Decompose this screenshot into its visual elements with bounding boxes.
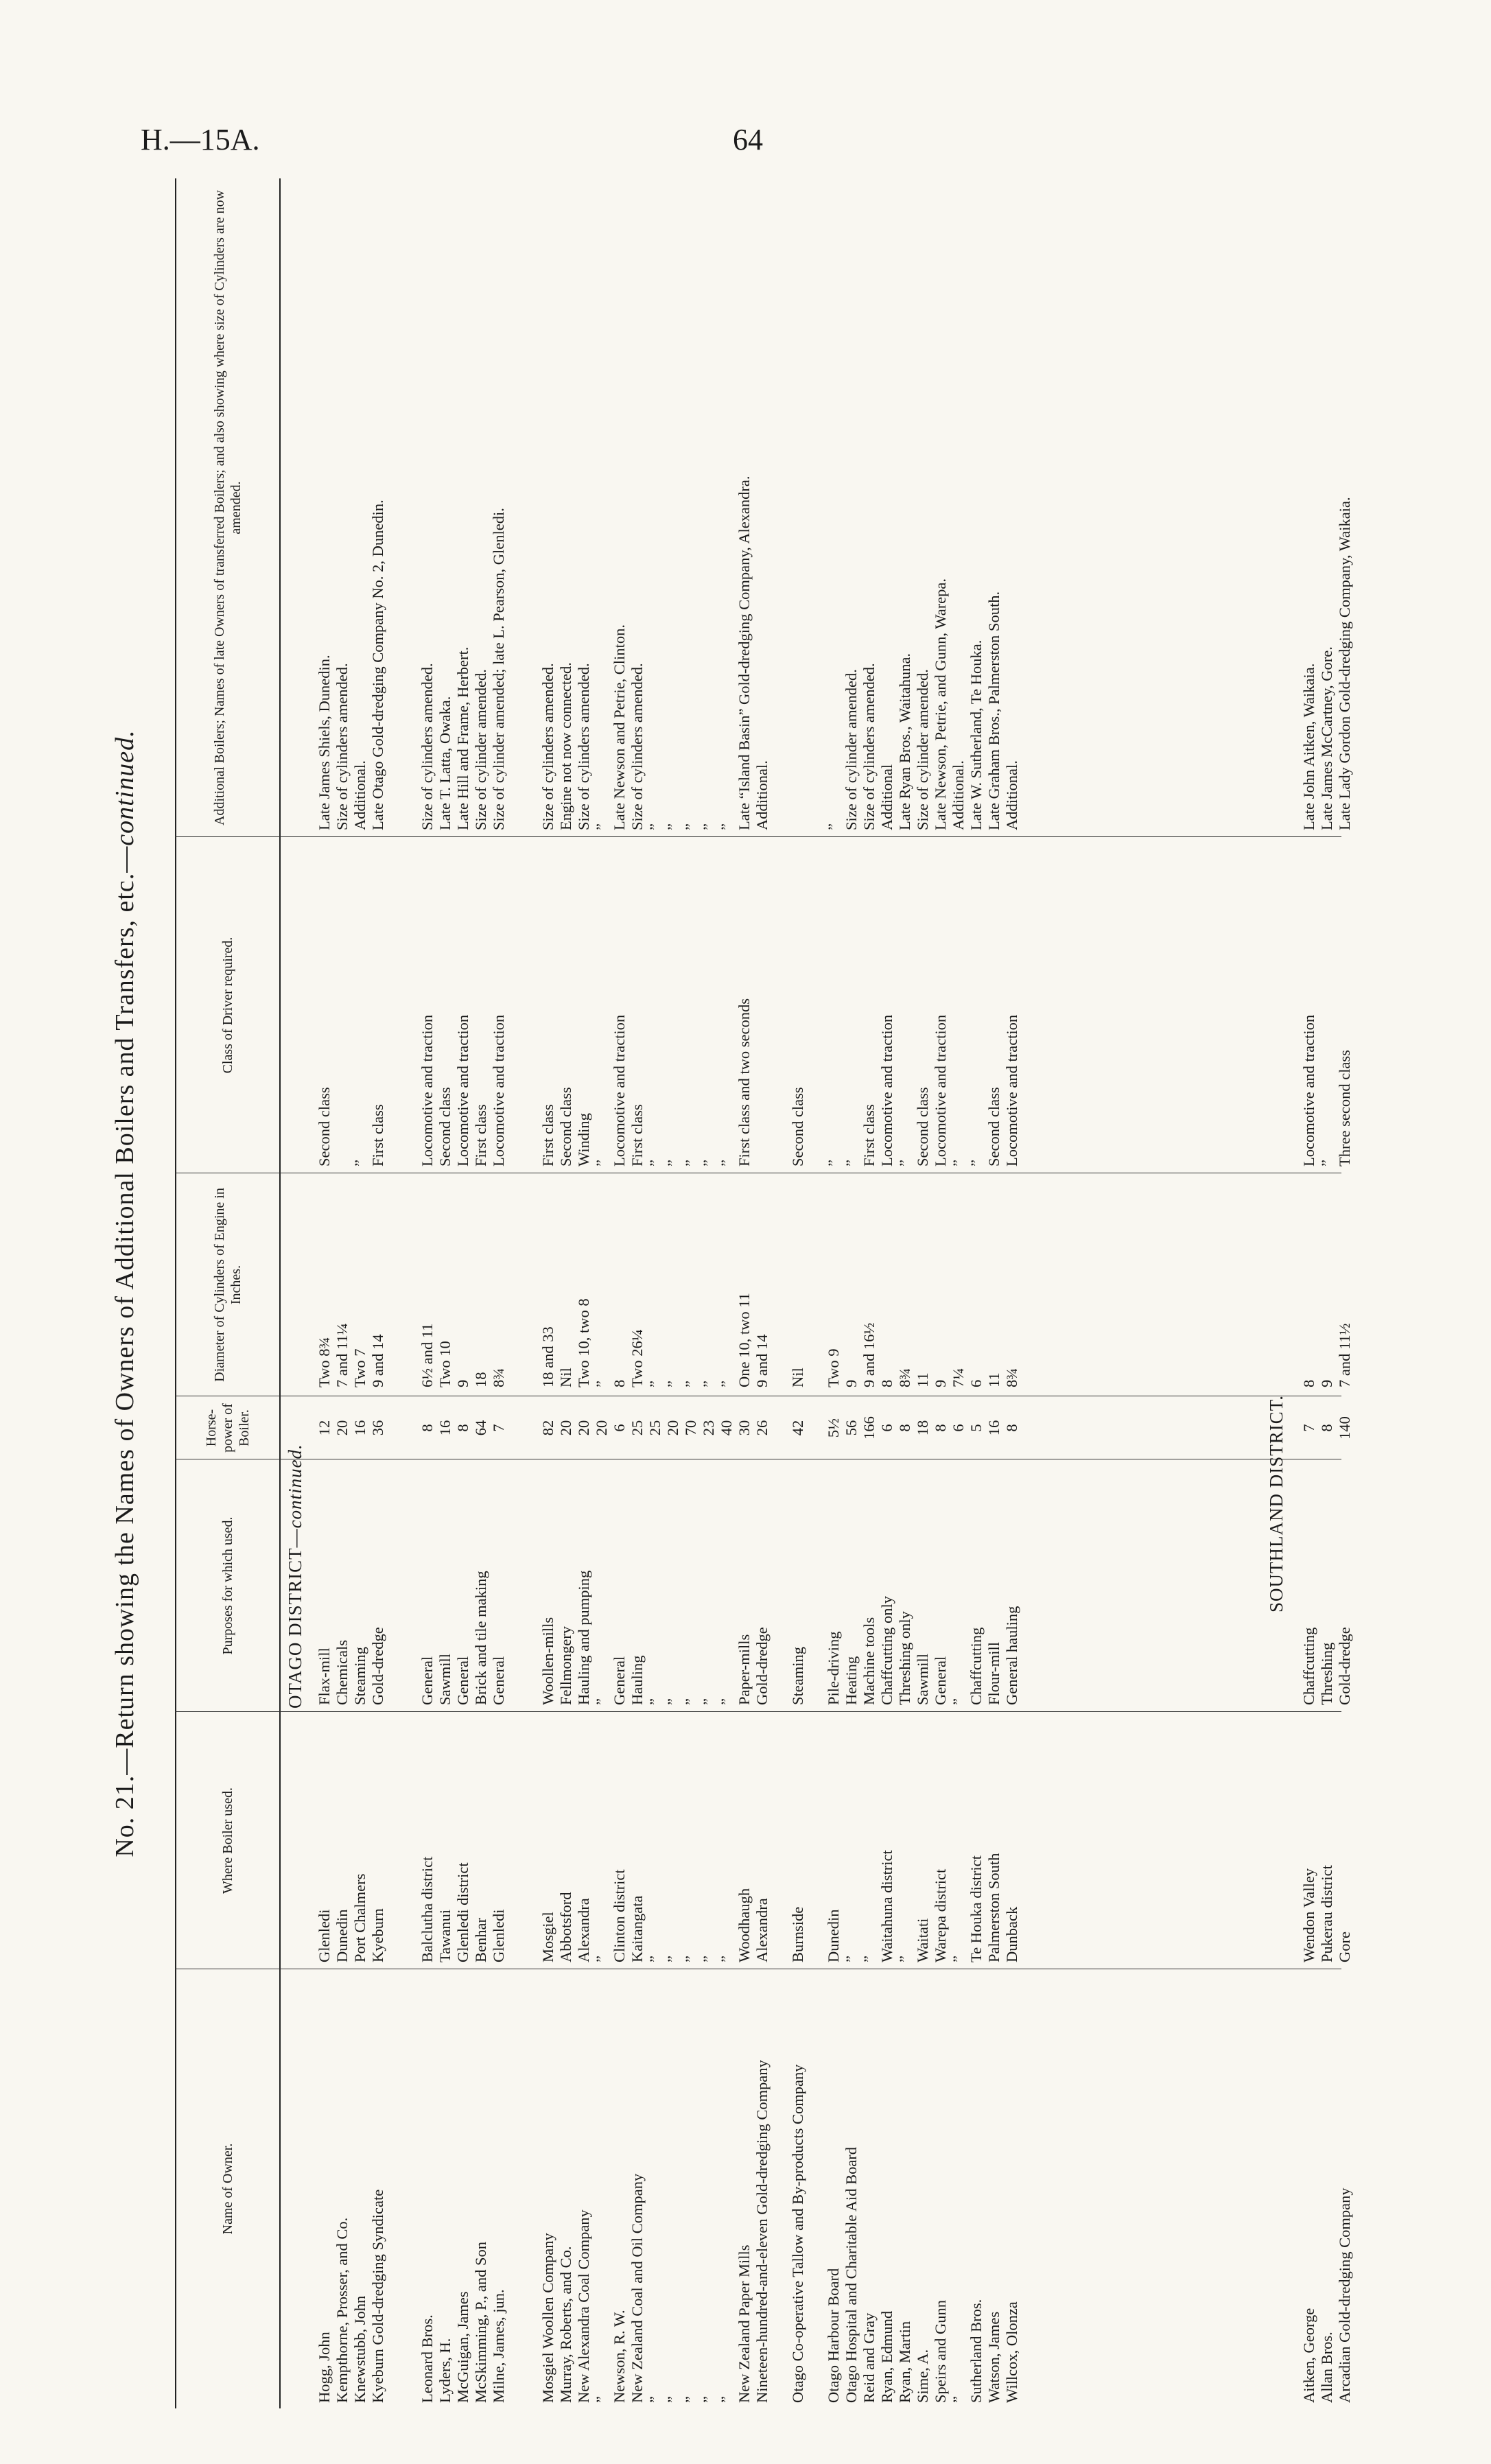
cell-purpose: General	[454, 1656, 471, 1705]
cell-where: Glenledi district	[454, 1862, 471, 1962]
cell-purpose: Woollen-mills	[539, 1617, 556, 1705]
cell-remarks: Late Newson and Petrie, Clinton.	[611, 624, 628, 830]
cell-dia: 8¾	[1003, 1368, 1020, 1387]
cell-driver: Locomotive and traction	[490, 1014, 507, 1166]
cell-hp: 7	[1300, 1424, 1317, 1432]
cell-hp: 12	[316, 1420, 333, 1436]
cell-hp: 6	[611, 1424, 628, 1432]
cell-dia: Two 7	[351, 1348, 368, 1387]
cell-purpose: General	[419, 1656, 436, 1705]
cell-dia: Two 10, two 8	[575, 1298, 592, 1387]
cell-owner: Mosgiel Woollen Company	[539, 2233, 556, 2403]
cell-where: ”	[593, 1956, 610, 1962]
cell-hp: 70	[682, 1420, 699, 1436]
cell-purpose: Steaming	[351, 1647, 368, 1705]
cell-where: ”	[843, 1956, 860, 1962]
cell-where: Port Chalmers	[351, 1873, 368, 1962]
caption-continued: continued.	[110, 729, 139, 846]
cell-dia: 11	[914, 1372, 931, 1387]
cell-driver: Locomotive and traction	[454, 1014, 471, 1166]
cell-owner: ”	[682, 2396, 699, 2403]
cell-where: Kyeburn	[369, 1908, 386, 1962]
cell-hp: 8	[454, 1424, 471, 1432]
cell-purpose: Gold-dredge	[369, 1627, 386, 1705]
cell-where: Kaitangata	[629, 1895, 646, 1962]
cell-hp: 140	[1336, 1416, 1353, 1440]
cell-hp: 20	[593, 1420, 610, 1436]
cell-remarks: Late T. Latta, Owaka.	[436, 696, 454, 830]
cell-hp: 40	[718, 1420, 735, 1436]
cell-remarks: Late Hill and Frame, Herbert.	[454, 646, 471, 830]
cell-owner: ”	[718, 2396, 735, 2403]
header-diameter: Diameter of Cylinders of Engine in Inches.	[212, 1188, 244, 1382]
cell-owner: Knewstubb, John	[351, 2295, 368, 2403]
cell-owner: Ryan, Martin	[896, 2321, 913, 2403]
cell-driver: First class	[629, 1104, 646, 1166]
cell-owner: New Zealand Coal and Oil Company	[629, 2173, 646, 2403]
cell-dia: 9 and 16½	[860, 1322, 878, 1387]
cell-remarks: Size of cylinders amended.	[575, 663, 592, 830]
cell-owner: Lyders, H.	[436, 2338, 454, 2403]
cell-hp: 30	[736, 1420, 753, 1436]
cell-driver: ”	[950, 1160, 967, 1166]
cell-owner: ”	[700, 2396, 717, 2403]
cell-purpose: Fellmongery	[557, 1626, 574, 1705]
cell-where: Burnside	[789, 1906, 806, 1962]
cell-purpose: Threshing	[1318, 1642, 1335, 1705]
cell-where: Dunedin	[825, 1909, 842, 1962]
cell-driver: Locomotive and traction	[1300, 1014, 1317, 1166]
column-header-row	[175, 178, 281, 2408]
cell-owner: Speirs and Gunn	[932, 2300, 949, 2403]
cell-hp: 8	[896, 1424, 913, 1432]
cell-dia: 11	[985, 1372, 1002, 1387]
cell-dia: ”	[682, 1381, 699, 1387]
cell-where: Warepa district	[932, 1868, 949, 1962]
cell-remarks: ”	[700, 823, 717, 830]
cell-remarks: ”	[646, 823, 664, 830]
cell-purpose: General	[932, 1656, 949, 1705]
cell-hp: 16	[985, 1420, 1002, 1436]
cell-where: Tawanui	[436, 1909, 454, 1962]
cell-where: Balclutha district	[419, 1856, 436, 1962]
cell-owner: ”	[646, 2396, 664, 2403]
cell-driver: Second class	[557, 1087, 574, 1166]
header-remarks: Additional Boilers; Names of late Owners of transferred Boilers; and also showing where size of Cylinders are now amended.	[212, 190, 244, 825]
cell-hp: 8	[932, 1424, 949, 1432]
cell-owner: Otago Hospital and Charitable Aid Board	[843, 2146, 860, 2403]
cell-driver: First class	[472, 1104, 489, 1166]
cell-dia: Two 9	[825, 1348, 842, 1387]
cell-owner: Allan Bros.	[1318, 2332, 1335, 2403]
cell-driver: ”	[843, 1160, 860, 1166]
cell-owner: Sime, A.	[914, 2349, 931, 2403]
cell-hp: 20	[575, 1420, 592, 1436]
cell-dia: 9	[454, 1379, 471, 1387]
column-divider	[175, 1711, 1341, 1712]
cell-where: Dunback	[1003, 1906, 1020, 1962]
cell-dia: ”	[646, 1381, 664, 1387]
cell-remarks: Additional	[878, 764, 895, 830]
cell-hp: 64	[472, 1420, 489, 1436]
cell-remarks: Late John Aitken, Waikaia.	[1300, 663, 1317, 830]
cell-remarks: Late W. Sutherland, Te Houka.	[967, 640, 985, 830]
cell-where: ”	[664, 1956, 681, 1962]
document-reference: H.—15A.	[141, 123, 260, 156]
cell-owner: Willcox, Olonza	[1003, 2301, 1020, 2403]
cell-where: Waitati	[914, 1918, 931, 1962]
cell-dia: Nil	[557, 1368, 574, 1387]
cell-where: Woodhaugh	[736, 1888, 753, 1962]
cell-driver: Locomotive and traction	[611, 1014, 628, 1166]
section-heading-southland: SOUTHLAND DISTRICT.	[1266, 1395, 1287, 1612]
cell-owner: Milne, James, jun.	[490, 2289, 507, 2403]
cell-dia: 7 and 11½	[1336, 1323, 1353, 1387]
cell-driver: Locomotive and traction	[419, 1014, 436, 1166]
cell-owner: Watson, James	[985, 2311, 1002, 2403]
cell-remarks: Late James McCartney, Gore.	[1318, 646, 1335, 830]
cell-driver: Locomotive and traction	[932, 1014, 949, 1166]
cell-remarks: Additional.	[1003, 760, 1020, 830]
cell-remarks: Late Graham Bros., Palmerston South.	[985, 591, 1002, 830]
cell-owner: Murray, Roberts, and Co.	[557, 2246, 574, 2403]
cell-owner: New Zealand Paper Mills	[736, 2244, 753, 2403]
cell-dia: 9	[843, 1379, 860, 1387]
cell-owner: Ryan, Edmund	[878, 2310, 895, 2403]
cell-dia: ”	[593, 1381, 610, 1387]
cell-where: ”	[646, 1956, 664, 1962]
cell-hp: 20	[557, 1420, 574, 1436]
cell-where: Benhar	[472, 1918, 489, 1962]
cell-dia: ”	[700, 1381, 717, 1387]
cell-owner: Otago Harbour Board	[825, 2268, 842, 2403]
cell-purpose: General	[611, 1656, 628, 1705]
cell-hp: 8	[419, 1424, 436, 1432]
cell-dia: 6½ and 11	[419, 1323, 436, 1387]
cell-owner: Nineteen-hundred-and-eleven Gold-dredging Company	[753, 2060, 771, 2403]
cell-dia: Two 26¼	[629, 1329, 646, 1387]
cell-purpose: Flour-mill	[985, 1641, 1002, 1705]
cell-where: ”	[950, 1956, 967, 1962]
cell-driver: Locomotive and traction	[878, 1014, 895, 1166]
cell-purpose: Steaming	[789, 1647, 806, 1705]
cell-owner: Leonard Bros.	[419, 2314, 436, 2403]
rotated-table	[110, 178, 1365, 2408]
cell-dia: 8¾	[490, 1368, 507, 1387]
cell-where: Mosgiel	[539, 1912, 556, 1962]
cell-where: ”	[896, 1956, 913, 1962]
cell-remarks: ”	[718, 823, 735, 830]
cell-dia: ”	[664, 1381, 681, 1387]
cell-dia: 9 and 14	[753, 1334, 771, 1387]
cell-purpose: General	[490, 1656, 507, 1705]
cell-hp: 6	[878, 1424, 895, 1432]
cell-hp: 7	[490, 1424, 507, 1432]
cell-purpose: Flax-mill	[316, 1647, 333, 1705]
cell-hp: 25	[646, 1420, 664, 1436]
cell-where: Wendon Valley	[1300, 1868, 1317, 1962]
cell-owner: McGuigan, James	[454, 2291, 471, 2403]
cell-hp: 36	[369, 1420, 386, 1436]
cell-owner: Reid and Gray	[860, 2312, 878, 2403]
cell-hp: 82	[539, 1420, 556, 1436]
cell-dia: Nil	[789, 1368, 806, 1387]
cell-purpose: ”	[646, 1698, 664, 1705]
cell-driver: ”	[351, 1160, 368, 1166]
cell-hp: 5½	[825, 1418, 842, 1438]
cell-hp: 16	[351, 1420, 368, 1436]
cell-owner: McSkimming, P., and Son	[472, 2241, 489, 2403]
cell-remarks: Additional.	[351, 760, 368, 830]
cell-purpose: Pile-driving	[825, 1631, 842, 1705]
cell-hp: 16	[436, 1420, 454, 1436]
cell-driver: ”	[700, 1160, 717, 1166]
cell-purpose: Sawmill	[914, 1653, 931, 1705]
cell-remarks: ”	[825, 823, 842, 830]
cell-dia: 9	[1318, 1379, 1335, 1387]
section-heading-otago	[285, 1444, 306, 1709]
cell-remarks: Size of cylinder amended.	[914, 669, 931, 830]
cell-driver: First class	[369, 1104, 386, 1166]
cell-remarks: ”	[593, 823, 610, 830]
cell-owner: Kempthorne, Prosser, and Co.	[333, 2217, 351, 2403]
cell-where: Dunedin	[333, 1909, 351, 1962]
cell-dia: ”	[718, 1381, 735, 1387]
cell-hp: 8	[1318, 1424, 1335, 1432]
cell-remarks: Size of cylinder amended.	[843, 669, 860, 830]
cell-dia: 8	[1300, 1379, 1317, 1387]
cell-driver: First class	[860, 1104, 878, 1166]
cell-driver: ”	[593, 1160, 610, 1166]
section-otago-suffix: continued.	[285, 1444, 305, 1529]
cell-purpose: Brick and tile making	[472, 1571, 489, 1705]
cell-dia: 8	[878, 1379, 895, 1387]
cell-purpose: ”	[950, 1698, 967, 1705]
cell-remarks: Late Lady Gordon Gold-dredging Company, Waikaia.	[1336, 497, 1353, 830]
cell-purpose: Chaffcutting	[1300, 1627, 1317, 1705]
cell-remarks: Late Newson, Petrie, and Gunn, Warepa.	[932, 578, 949, 830]
cell-dia: One 10, two 11	[736, 1293, 753, 1387]
cell-owner: ”	[950, 2396, 967, 2403]
cell-where: Palmerston South	[985, 1853, 1002, 1962]
cell-driver: ”	[718, 1160, 735, 1166]
cell-where: Waitahuna district	[878, 1850, 895, 1962]
cell-purpose: ”	[682, 1698, 699, 1705]
cell-remarks: ”	[664, 823, 681, 830]
cell-dia: 7¼	[950, 1368, 967, 1387]
cell-remarks: Size of cylinders amended.	[539, 663, 556, 830]
cell-driver: ”	[682, 1160, 699, 1166]
cell-driver: ”	[664, 1160, 681, 1166]
header-driver: Class of Driver required.	[220, 937, 235, 1074]
cell-remarks: Late Ryan Bros., Waitahuna.	[896, 653, 913, 830]
page-number: 64	[733, 123, 763, 156]
header-purpose: Purposes for which used.	[220, 1516, 235, 1655]
cell-hp: 8	[1003, 1424, 1020, 1432]
cell-purpose: Hauling and pumping	[575, 1570, 592, 1705]
cell-where: Pukerau district	[1318, 1865, 1335, 1962]
cell-owner: Sutherland Bros.	[967, 2299, 985, 2403]
cell-purpose: Chaffcutting only	[878, 1596, 895, 1705]
cell-hp: 25	[629, 1420, 646, 1436]
cell-dia: 8	[611, 1379, 628, 1387]
cell-where: ”	[718, 1956, 735, 1962]
cell-hp: 23	[700, 1420, 717, 1436]
cell-owner: New Alexandra Coal Company	[575, 2209, 592, 2403]
cell-driver: ”	[896, 1160, 913, 1166]
cell-where: Gore	[1336, 1932, 1353, 1962]
table-caption	[110, 178, 151, 2408]
cell-owner: Hogg, John	[316, 2332, 333, 2403]
cell-purpose: Machine tools	[860, 1617, 878, 1705]
cell-remarks: Size of cylinders amended.	[629, 663, 646, 830]
cell-purpose: ”	[718, 1698, 735, 1705]
cell-where: ”	[682, 1956, 699, 1962]
cell-remarks: Size of cylinders amended.	[419, 663, 436, 830]
cell-dia: 18	[472, 1372, 489, 1387]
cell-owner: Kyeburn Gold-dredging Syndicate	[369, 2189, 386, 2403]
cell-hp: 42	[789, 1420, 806, 1436]
cell-purpose: Gold-dredge	[753, 1627, 771, 1705]
cell-purpose: ”	[593, 1698, 610, 1705]
cell-purpose: Hauling	[629, 1655, 646, 1705]
cell-hp: 56	[843, 1420, 860, 1436]
cell-remarks: Size of cylinder amended; late L. Pearson, Glenledi.	[490, 508, 507, 830]
cell-dia: 18 and 33	[539, 1326, 556, 1387]
cell-where: Glenledi	[316, 1909, 333, 1962]
cell-remarks: Late Otago Gold-dredging Company No. 2, Dunedin.	[369, 500, 386, 830]
cell-purpose: Gold-dredge	[1336, 1627, 1353, 1705]
cell-hp: 20	[333, 1420, 351, 1436]
cell-dia: 9	[932, 1379, 949, 1387]
cell-remarks: Size of cylinder amended.	[472, 669, 489, 830]
cell-driver: ”	[646, 1160, 664, 1166]
cell-purpose: ”	[664, 1698, 681, 1705]
cell-remarks: Additional.	[753, 760, 771, 830]
cell-driver: Second class	[914, 1087, 931, 1166]
cell-purpose: Threshing only	[896, 1611, 913, 1705]
cell-dia: 9 and 14	[369, 1334, 386, 1387]
cell-hp: 20	[664, 1420, 681, 1436]
cell-driver: First class	[539, 1104, 556, 1166]
cell-hp: 6	[950, 1424, 967, 1432]
cell-purpose: Heating	[843, 1656, 860, 1705]
cell-owner: ”	[593, 2396, 610, 2403]
cell-hp: 18	[914, 1420, 931, 1436]
cell-driver: First class and two seconds	[736, 998, 753, 1166]
cell-remarks: Late James Shiels, Dunedin.	[316, 655, 333, 830]
caption-main: No. 21.—Return showing the Names of Owners of Additional Boilers and Transfers, etc.—	[110, 845, 139, 1857]
cell-driver: Second class	[789, 1087, 806, 1166]
cell-purpose: Paper-mills	[736, 1634, 753, 1705]
cell-driver: ”	[1318, 1160, 1335, 1166]
cell-remarks: Size of cylinders amended.	[333, 663, 351, 830]
cell-purpose: ”	[700, 1698, 717, 1705]
header-where: Where Boiler used.	[220, 1787, 235, 1894]
cell-purpose: General hauling	[1003, 1606, 1020, 1705]
cell-where: ”	[700, 1956, 717, 1962]
cell-dia: 6	[967, 1379, 985, 1387]
cell-where: Glenledi	[490, 1909, 507, 1962]
cell-driver: Winding	[575, 1113, 592, 1166]
cell-driver: Second class	[985, 1087, 1002, 1166]
cell-dia: Two 8¾	[316, 1337, 333, 1387]
cell-remarks: Late “Island Basin” Gold-dredging Company, Alexandra.	[736, 476, 753, 830]
cell-driver: Three second class	[1336, 1050, 1353, 1166]
cell-hp: 5	[967, 1424, 985, 1432]
cell-remarks: Size of cylinders amended.	[860, 663, 878, 830]
cell-where: Clinton district	[611, 1869, 628, 1962]
cell-driver: Second class	[316, 1087, 333, 1166]
cell-dia: 7 and 11¼	[333, 1323, 351, 1387]
cell-driver: Locomotive and traction	[1003, 1014, 1020, 1166]
cell-hp: 166	[860, 1416, 878, 1440]
cell-dia: 8¾	[896, 1368, 913, 1387]
column-divider	[175, 836, 1341, 837]
cell-driver: ”	[967, 1160, 985, 1166]
cell-owner: ”	[664, 2396, 681, 2403]
cell-remarks: ”	[682, 823, 699, 830]
cell-purpose: Chemicals	[333, 1640, 351, 1705]
cell-remarks: Additional.	[950, 760, 967, 830]
cell-where: Alexandra	[753, 1898, 771, 1962]
section-otago-name: OTAGO DISTRICT—	[285, 1528, 305, 1709]
cell-where: ”	[860, 1956, 878, 1962]
cell-driver: ”	[825, 1160, 842, 1166]
cell-dia: Two 10	[436, 1341, 454, 1387]
cell-owner: Aitken, George	[1300, 2308, 1317, 2403]
cell-owner: Arcadian Gold-dredging Company	[1336, 2187, 1353, 2403]
cell-owner: Newson, R. W.	[611, 2310, 628, 2403]
cell-where: Alexandra	[575, 1898, 592, 1962]
header-horsepower: Horse-power of Boiler.	[204, 1403, 252, 1453]
header-owner: Name of Owner.	[220, 2143, 235, 2235]
cell-owner: Otago Co-operative Tallow and By-products Company	[789, 2064, 806, 2403]
cell-purpose: Sawmill	[436, 1653, 454, 1705]
cell-driver: Second class	[436, 1087, 454, 1166]
cell-where: Te Houka district	[967, 1855, 985, 1962]
cell-hp: 26	[753, 1420, 771, 1436]
cell-purpose: Chaffcutting	[967, 1627, 985, 1705]
cell-remarks: Engine not now connected.	[557, 662, 574, 830]
cell-where: Abbotsford	[557, 1892, 574, 1962]
